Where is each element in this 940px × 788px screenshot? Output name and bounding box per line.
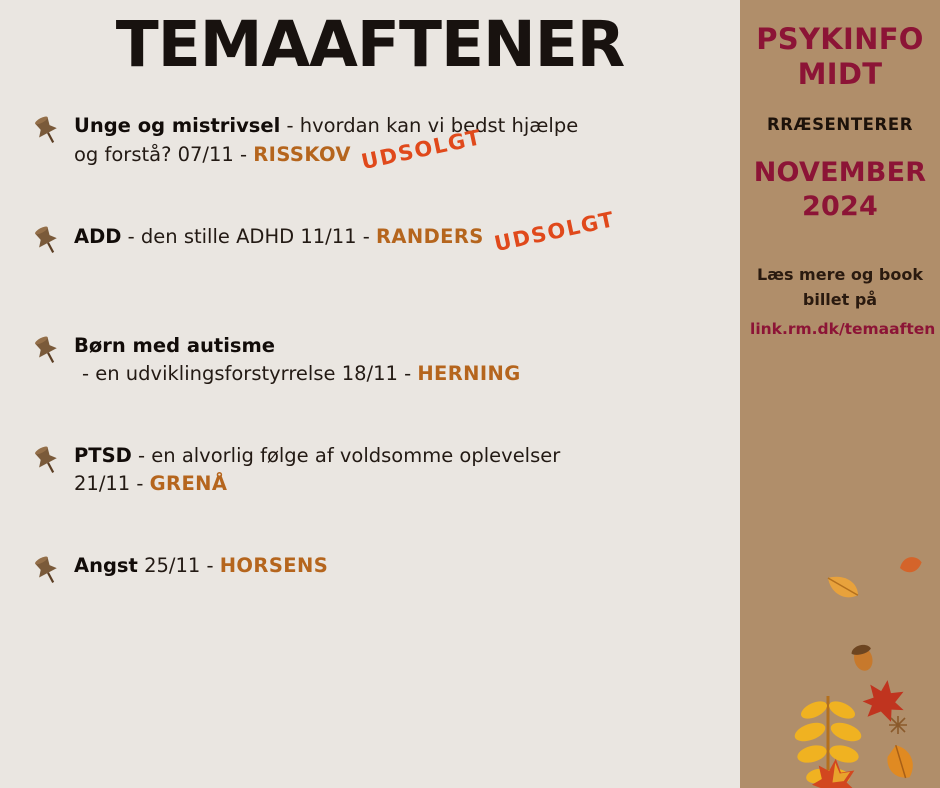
status-badge: UDSOLGT (491, 207, 617, 257)
pushpin-icon (30, 334, 64, 368)
event-title: PTSD (74, 444, 132, 468)
leaf-icon (824, 573, 862, 601)
leaf-icon (860, 676, 909, 724)
year-label: 2024 (802, 190, 878, 222)
event-text (74, 442, 720, 497)
event-description: 25/11 - (137, 554, 220, 578)
brand-name (740, 22, 940, 93)
event-line2 (74, 470, 720, 498)
event-city: HORSENS (219, 554, 329, 578)
event-city: RISSKOV (253, 142, 351, 166)
list-item (26, 112, 720, 172)
event-list (0, 112, 740, 612)
list-item (26, 332, 720, 392)
leaf-icon (792, 696, 864, 788)
event-title: Unge og mistrivsel (74, 114, 281, 138)
booking-info (740, 263, 940, 341)
pushpin-icon (30, 444, 64, 478)
leaf-icon (898, 553, 924, 576)
pushpin-icon (30, 554, 64, 588)
status-badge: UDSOLGT (359, 124, 485, 174)
event-title: ADD (74, 225, 122, 249)
event-date: og forstå? 07/11 - (74, 142, 254, 166)
event-date: 21/11 - (74, 471, 150, 495)
booking-line-2: billet på (802, 290, 878, 310)
month-label: NOVEMBER (753, 156, 927, 188)
brand-line-1: PSYKINFO (756, 22, 924, 56)
event-city: HERNING (417, 361, 521, 385)
event-title: Børn med autisme (74, 334, 276, 358)
event-text (74, 552, 720, 580)
page-title: TEMAAFTENER (115, 8, 625, 81)
event-title: Angst (74, 554, 138, 578)
presents-label: RRÆSENTERER (766, 114, 914, 134)
event-city: RANDERS (375, 225, 484, 249)
event-text (74, 112, 720, 174)
event-text (74, 207, 720, 257)
event-city: GRENÅ (149, 471, 228, 495)
brand-line-2: MIDT (797, 57, 883, 92)
poster-sidebar (740, 0, 940, 788)
autumn-leaves-decoration (740, 448, 940, 788)
event-text (74, 332, 720, 387)
booking-line-1: Læs mere og book (757, 265, 923, 285)
booking-link[interactable]: link.rm.dk/temaaften (750, 319, 936, 338)
list-item (26, 552, 720, 612)
pushpin-icon (30, 114, 64, 148)
pushpin-icon (30, 224, 64, 258)
leaf-icon (810, 756, 860, 788)
event-line2 (74, 360, 720, 388)
list-item (26, 207, 720, 282)
event-description: - den stille ADHD 11/11 - (121, 225, 376, 249)
event-date: - en udviklingsforstyrrelse 18/11 - (82, 361, 418, 385)
acorn-icon (850, 643, 876, 673)
event-description: - hvordan kan vi bedst hjælpe (280, 114, 579, 138)
list-item (26, 442, 720, 502)
leaf-icon (885, 743, 915, 781)
event-description: - en alvorlig følge af voldsomme oplevelser (131, 444, 561, 468)
date-block (740, 156, 940, 224)
seed-pod-icon (889, 716, 907, 734)
